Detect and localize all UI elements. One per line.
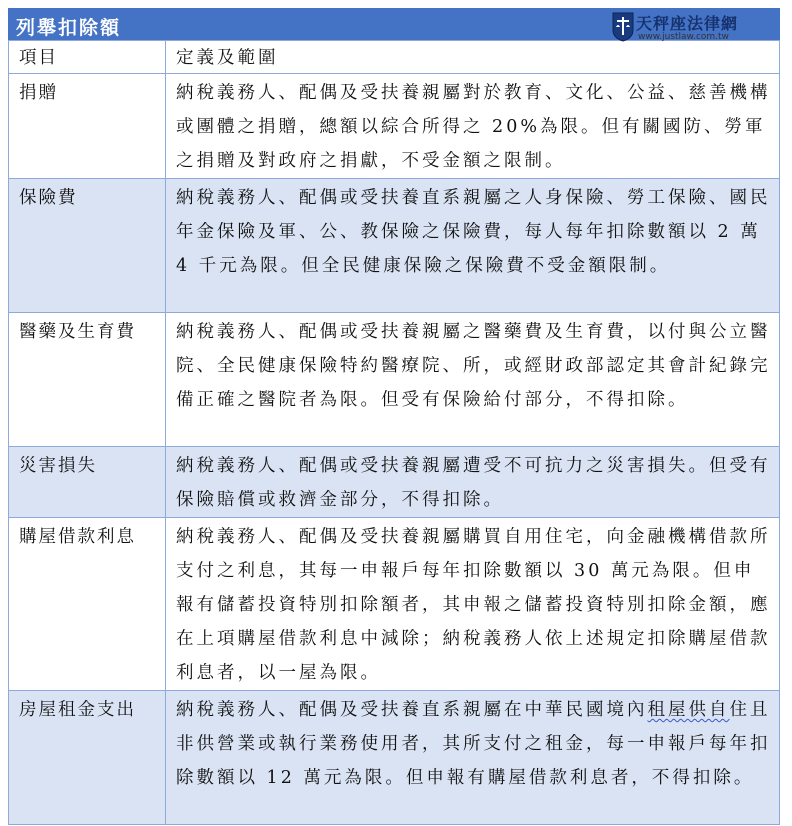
column-header-definition: 定義及範圍: [166, 41, 780, 74]
logo-name: 天秤座法律網: [636, 14, 739, 33]
spellcheck-underlined-text: 租屋供自: [647, 700, 730, 720]
table-row: [9, 518, 780, 691]
table-row: [9, 691, 780, 825]
definition-cell: 納稅義務人、配偶或受扶養直系親屬之人身保險、勞工保險、國民年金保險及軍、公、教保險之保險費，每人每年扣除數額以 2 萬 4 千元為限。但全民健康保險之保險費不受金額限制。: [166, 179, 780, 313]
item-cell: 保險費: [9, 179, 166, 313]
item-cell: 災害損失: [9, 447, 166, 518]
definition-cell: 納稅義務人、配偶及受扶養親屬購買自用住宅，向金融機構借款所支付之利息，其每一申報戶每年扣除數額以 30 萬元為限。但申報有儲蓄投資特別扣除額者，其申報之儲蓄投資特別扣除金額，應在上項購屋借款利息中減除；納稅義務人依上述規定扣除購屋借款利息者，以一屋為限。: [166, 518, 780, 691]
table-row: [9, 74, 780, 179]
table-row: [9, 179, 780, 313]
column-header-item: 項目: [9, 41, 166, 74]
deduction-table: [8, 40, 780, 825]
definition-text: 納稅義務人、配偶及受扶養直系親屬在中華民國境內: [176, 700, 648, 720]
definition-cell: 納稅義務人、配偶或受扶養親屬之醫藥費及生育費，以付與公立醫院、全民健康保險特約醫療院、所，或經財政部認定其會計紀錄完備正確之醫院者為限。但受有保險給付部分，不得扣除。: [166, 313, 780, 447]
logo-url: www.justlaw.com.tw: [638, 32, 729, 42]
justlaw-logo: [612, 10, 762, 46]
item-cell: 醫藥及生育費: [9, 313, 166, 447]
definition-cell: 納稅義務人、配偶及受扶養親屬對於教育、文化、公益、慈善機構或團體之捐贈，總額以綜合所得之 20%為限。但有關國防、勞軍之捐贈及對政府之捐獻，不受金額之限制。: [166, 74, 780, 179]
definition-cell: [166, 691, 780, 825]
table-row: [9, 447, 780, 518]
shield-logo-icon: [612, 12, 634, 42]
item-cell: 房屋租金支出: [9, 691, 166, 825]
item-cell: 購屋借款利息: [9, 518, 166, 691]
definition-cell: 納稅義務人、配偶或受扶養親屬遭受不可抗力之災害損失。但受有保險賠償或救濟金部分，不得扣除。: [166, 447, 780, 518]
item-cell: 捐贈: [9, 74, 166, 179]
definition-text: 住且非供營業或執行業務使用者，其所支付之租金，每一申報戶每年扣除數額以 12 萬元為限。但申報有購屋借款利息者，不得扣除。: [176, 700, 771, 788]
deduction-table-container: [8, 8, 780, 825]
table-title: 列舉扣除額: [16, 17, 122, 39]
table-row: [9, 313, 780, 447]
